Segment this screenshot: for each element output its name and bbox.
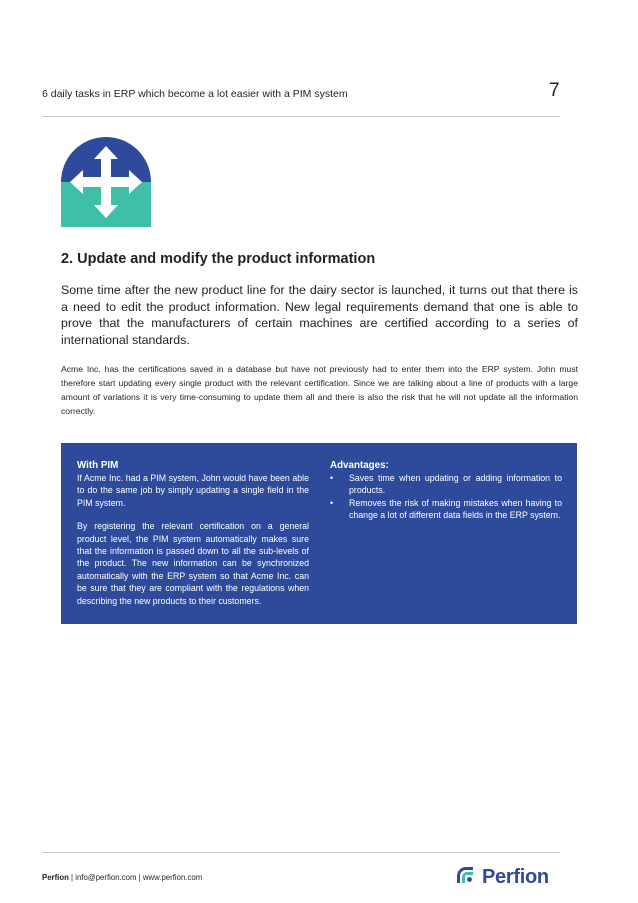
footer-separator: | <box>138 873 141 882</box>
footer-divider <box>42 852 560 853</box>
advantage-text: Removes the risk of making mistakes when having to change a lot of different data fields in the ERP system. <box>349 497 562 521</box>
footer-brand: Perfion <box>42 873 69 882</box>
advantages-list <box>330 472 562 522</box>
advantages-column <box>330 460 562 522</box>
page-number: 7 <box>549 80 560 101</box>
bullet-icon: • <box>330 473 334 483</box>
header-title: 6 daily tasks in ERP which become a lot easier with a PIM system <box>42 88 348 100</box>
with-pim-column <box>77 460 309 607</box>
footer-email[interactable]: info@perfion.com <box>75 873 137 882</box>
logo-text: Perfion <box>482 865 549 888</box>
advantage-item <box>330 497 562 522</box>
footer-website[interactable]: www.perfion.com <box>142 873 203 882</box>
with-pim-paragraph: If Acme Inc. had a PIM system, John would have been able to do the same job by simply updating a single field in the PIM system. <box>77 473 309 508</box>
perfion-logo <box>453 864 549 890</box>
advantage-item <box>330 472 562 497</box>
advantages-heading: Advantages: <box>330 460 389 471</box>
pim-info-box <box>61 443 577 624</box>
section-title: 2. Update and modify the product information <box>61 251 376 267</box>
header-divider <box>42 116 560 117</box>
perfion-logo-icon <box>453 863 477 892</box>
footer-contact <box>42 873 202 882</box>
with-pim-paragraph: By registering the relevant certification on a general product level, the PIM system automatically makes sure that the information is passed down to all the sub-levels of the product. The new information can be synchronized automatically with the ERP system so that Acme Inc. can be sure that they are compliant with the regulations when describing the new products to their customers. <box>77 521 309 606</box>
footer-separator: | <box>71 873 74 882</box>
bullet-icon: • <box>330 497 334 508</box>
intro-paragraph: Some time after the new product line for the dairy sector is launched, it turns out that there is a need to edit the product information. New legal requirements demand that one is able to prove that the manufacturers of certain machines are certified according to a series of international standards. <box>61 283 578 347</box>
update-arrows-icon <box>61 137 151 227</box>
with-pim-heading: With PIM <box>77 460 119 471</box>
advantage-text: Saves time when updating or adding information to products. <box>349 473 562 496</box>
body-paragraph: Acme Inc. has the certifications saved in a database but have not previously had to enter them into the ERP system. John must therefore start updating every single product with the relevant certification. Since we are talking about a line of products with a large amount of variations it is very time-consuming to update them all and there is also the risk that he will not update all the information correctly. <box>61 364 578 416</box>
